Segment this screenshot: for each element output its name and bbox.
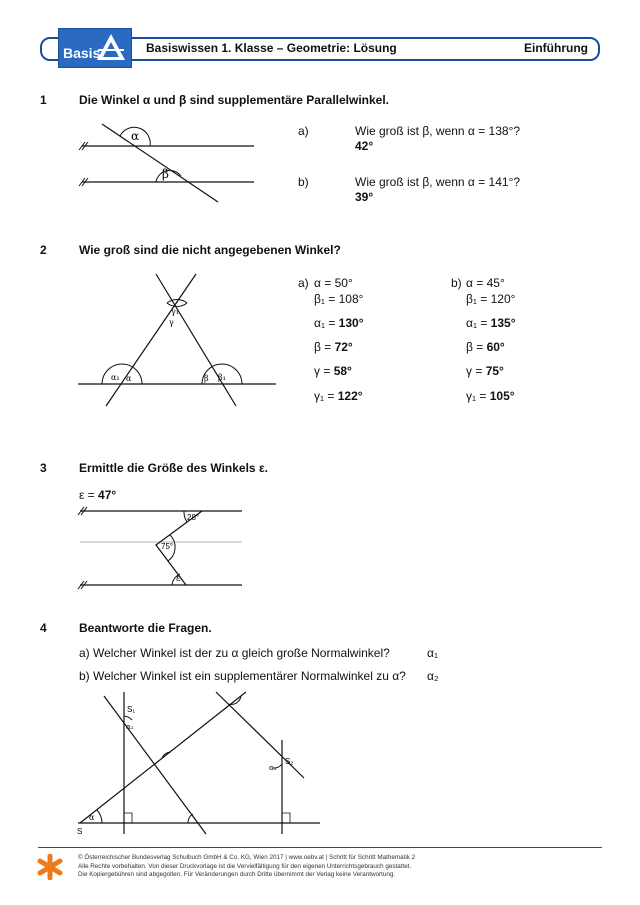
task-2a-result-beta: β = 72° <box>314 340 353 354</box>
task-1a-question: Wie groß ist β, wenn α = 138°? <box>355 124 521 138</box>
point-s2-label: S₂ <box>285 757 294 766</box>
task-4b-answer: α₂ <box>427 669 439 683</box>
task-2-title: Wie groß sind die nicht angegebenen Winkel? <box>79 243 341 257</box>
alpha-label: α <box>131 129 140 143</box>
gamma-label: γ <box>169 318 174 327</box>
task-4-figure <box>76 688 326 838</box>
header-section: Einführung <box>524 41 588 55</box>
task-3-answer: ε = 47° <box>79 488 117 502</box>
alpha1-label: α₁ <box>111 373 120 382</box>
footer-line-1: © Österreichischer Bundesverlag Schulbuch GmbH & Co. KG, Wien 2017 | www.oebv.at | Schritt für Schritt Mathematik 2 <box>78 854 416 861</box>
alpha-label: α <box>89 813 95 822</box>
gamma1-label: γ₁ <box>171 307 179 316</box>
task-2a-given2: β₁ = 108° <box>314 292 364 306</box>
point-s1-label: S₁ <box>127 705 136 714</box>
beta1-label: β₁ <box>218 373 226 382</box>
task-2a-label: a) <box>298 276 309 290</box>
beta-label: β <box>204 374 209 383</box>
task-1-title: Die Winkel α und β sind supplementäre Parallelwinkel. <box>79 93 390 107</box>
task-2-figure <box>76 270 286 410</box>
task-2a-result-gamma1: γ₁ = 122° <box>314 389 363 403</box>
task-1b-answer: 39° <box>355 190 374 204</box>
beta-label: β <box>162 167 169 181</box>
task-2a-given1: α = 50° <box>314 276 353 290</box>
task-3-title: Ermittle die Größe des Winkels ε. <box>79 461 268 475</box>
task-2b-label: b) <box>451 276 462 290</box>
angle-28-label: 28° <box>187 513 200 522</box>
task-1b-label: b) <box>298 175 309 189</box>
task-2b-given2: β₁ = 120° <box>466 292 516 306</box>
footer-line-2: Alle Rechte vorbehalten. Von dieser Druckvorlage ist die Vervielfältigung für den eigenen Unterrichtsgebrauch gestattet. <box>78 862 412 870</box>
task-1-number: 1 <box>40 93 47 107</box>
task-1-figure <box>76 118 266 208</box>
alpha2-label: α₂ <box>126 723 134 731</box>
task-3-figure <box>76 505 246 590</box>
footer-divider <box>38 847 602 848</box>
footer-line-3: Die Kopiergebühren sind abgegolten. Für Veränderungen durch Dritte übernimmt der Verlag keine Verantwortung. <box>78 871 396 878</box>
task-2a-result-gamma: γ = 58° <box>314 364 352 378</box>
footer-text <box>78 854 415 880</box>
epsilon-label: ε <box>176 574 181 584</box>
point-s-label: S <box>77 827 83 836</box>
task-1b-question: Wie groß ist β, wenn α = 141°? <box>355 175 521 189</box>
task-1a-label: a) <box>298 124 309 138</box>
task-4a-question: a) Welcher Winkel ist der zu α gleich große Normalwinkel? <box>79 646 390 660</box>
angle-75-label: 75° <box>161 542 174 551</box>
alpha-label: α <box>126 374 132 383</box>
task-4-title: Beantworte die Fragen. <box>79 621 212 635</box>
oebv-star-icon <box>37 854 63 880</box>
task-4-number: 4 <box>40 621 47 635</box>
task-2a-result-alpha1: α₁ = 130° <box>314 316 364 330</box>
task-2b-result-alpha1: α₁ = 135° <box>466 316 516 330</box>
task-1a-answer: 42° <box>355 139 374 153</box>
task-4b-question: b) Welcher Winkel ist ein supplementärer Normalwinkel zu α? <box>79 669 406 683</box>
alpha1-label: α₁ <box>269 764 277 772</box>
task-4a-answer: α₁ <box>427 646 438 660</box>
logo-text: Basis <box>63 45 101 61</box>
task-2b-result-gamma1: γ₁ = 105° <box>466 389 515 403</box>
task-2-number: 2 <box>40 243 47 257</box>
task-2b-result-beta: β = 60° <box>466 340 505 354</box>
task-2b-given1: α = 45° <box>466 276 505 290</box>
basis-logo <box>58 28 132 68</box>
header-title: Basiswissen 1. Klasse – Geometrie: Lösung <box>146 41 397 55</box>
task-2b-result-gamma: γ = 75° <box>466 364 504 378</box>
task-3-number: 3 <box>40 461 47 475</box>
